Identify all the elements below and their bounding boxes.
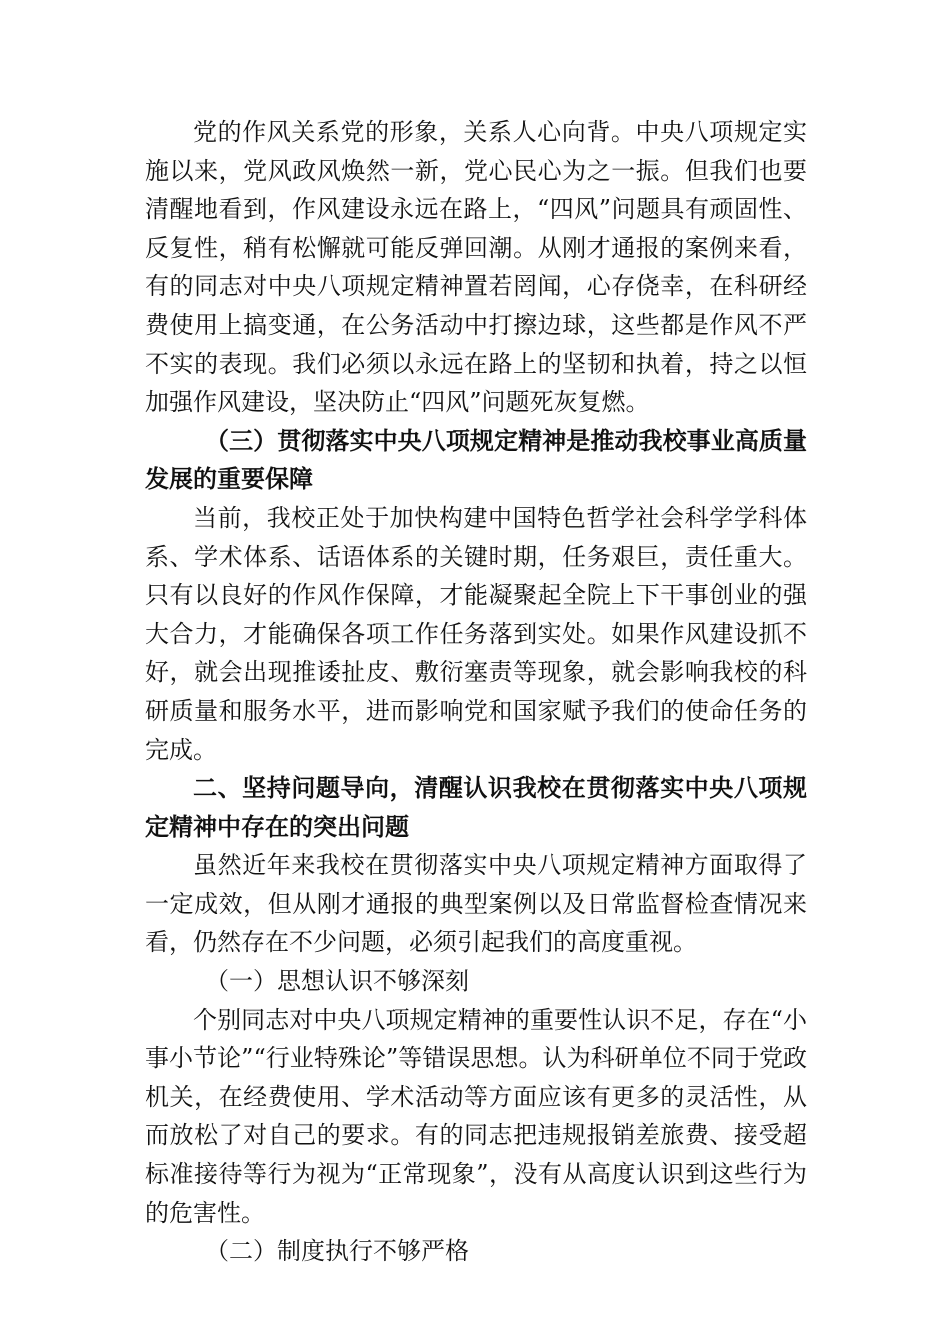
- subheading-system-execution: （二）制度执行不够严格: [205, 1237, 469, 1266]
- heading-problem-oriented: 二、坚持问题导向，清醒认识我校在贯彻落实中央八项规定精神中存在的突出问题: [145, 774, 807, 841]
- paragraph-current-period: 当前，我校正处于加快构建中国特色哲学社会科学学科体系、学术体系、话语体系的关键时期，任务艰巨，责任重大。只有以良好的作风作保障，才能凝聚起全院上下干事创业的强大合力，才能确保各项工作任务落到实处。如果作风建设抓不好，就会出现推诿扯皮、敷衍塞责等现象，就会影响我校的科研质量和服务水平，进而影响党和国家赋予我们的使命任务的完成。: [145, 503, 807, 764]
- paragraph-achievements: 虽然近年来我校在贯彻落实中央八项规定精神方面取得了一定成效，但从刚才通报的典型案例以及日常监督检查情况来看，仍然存在不少问题，必须引起我们的高度重视。: [145, 851, 807, 957]
- document-page: [145, 113, 807, 1271]
- subheading-guarantee: （三）贯彻落实中央八项规定精神是推动我校事业高质量发展的重要保障: [145, 425, 807, 494]
- subheading-ideological-awareness: （一）思想认识不够深刻: [205, 967, 469, 996]
- paragraph-party-style: 党的作风关系党的形象，关系人心向背。中央八项规定实施以来，党风政风焕然一新，党心民心为之一振。但我们也要清醒地看到，作风建设永远在路上，“四风”问题具有顽固性、反复性，稍有松懈就可能反弹回潮。从刚才通报的案例来看，有的同志对中央八项规定精神置若罔闻，心存侥幸，在科研经费使用上搞变通，在公务活动中打擦边球，这些都是作风不严不实的表现。我们必须以永远在路上的坚韧和执着，持之以恒加强作风建设，坚决防止“四风”问题死灰复燃。: [145, 118, 807, 417]
- paragraph-ideological-awareness: 个别同志对中央八项规定精神的重要性认识不足，存在“小事小节论”“行业特殊论”等错误思想。认为科研单位不同于党政机关，在经费使用、学术活动等方面应该有更多的灵活性，从而放松了对自己的要求。有的同志把违规报销差旅费、接受超标准接待等行为视为“正常现象”，没有从高度认识到这些行为的危害性。: [145, 1005, 807, 1227]
